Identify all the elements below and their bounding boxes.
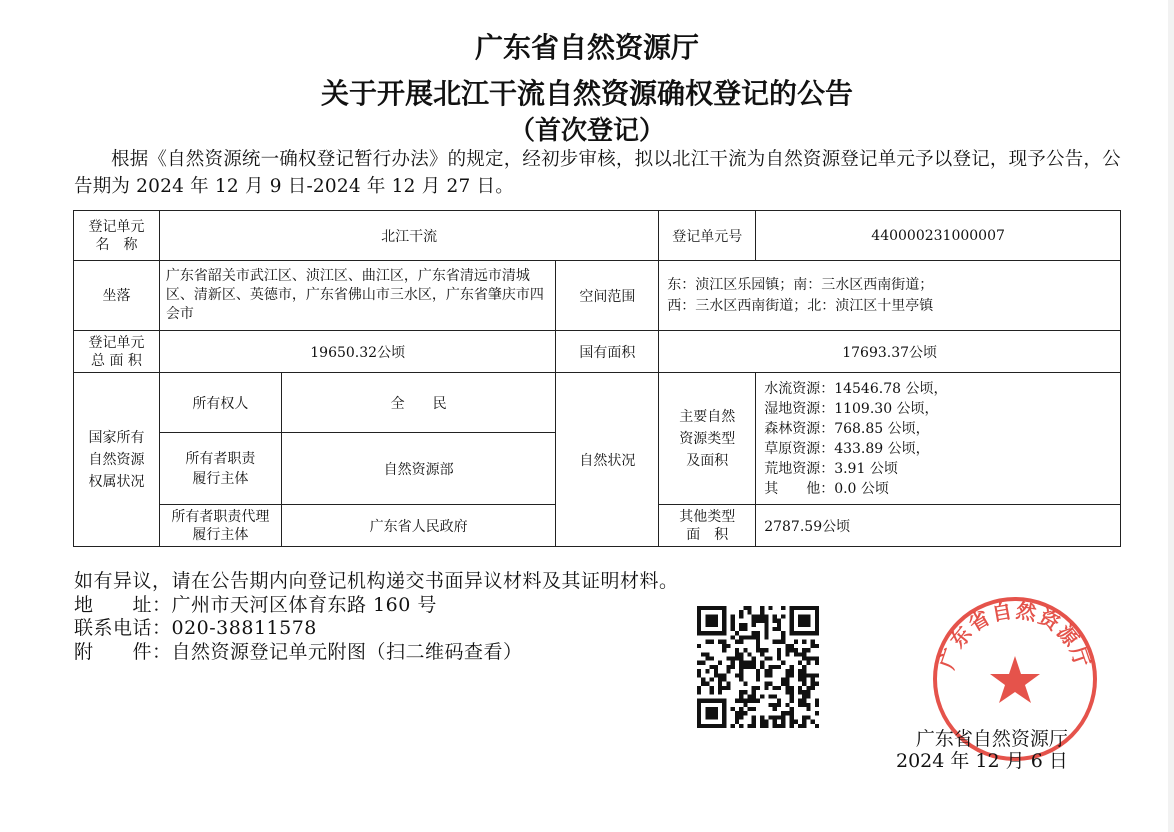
intro-paragraph: 根据《自然资源统一确权登记暂行办法》的规定，经初步审核，拟以北江干流为自然资源登记单元予以登记，现予公告，公告期为 2024 年 12 月 9 日-2024 年 12 月 27 日。 [74,149,1121,197]
space-range-line-1: 东：浈江区乐园镇；南：三水区西南街道； [667,276,934,293]
resource-water: 水流资源：14546.78 公顷， [764,380,948,397]
unit-name-label: 登记单元 名 称 [74,211,160,261]
resource-forest: 森林资源：768.85 公顷， [764,420,930,437]
doc-title-main: 关于开展北江干流自然资源确权登记的公告 [320,77,853,110]
footer-contact [74,570,679,664]
signature-date: 2024 年 12 月 6 日 [896,750,1068,772]
location-label: 坐落 [74,261,160,331]
other-types-label: 其他类型 面 积 [659,505,756,547]
agent-subject-label: 所有者职责代理 履行主体 [159,505,281,547]
resource-wasteland: 荒地资源：3.91 公顷 [764,460,898,477]
state-area-label: 国有面积 [556,331,659,373]
total-area-value: 19650.32公顷 [159,331,556,373]
phone-line: 联系电话：020-38811578 [74,617,317,639]
table-row [74,211,1121,261]
total-area-label: 登记单元 总 面 积 [74,331,160,373]
registration-table [73,210,1121,547]
signature-org: 广东省自然资源厅 [915,728,1068,750]
duty-subject-value: 自然资源部 [281,433,556,505]
location-value: 广东省韶关市武江区、浈江区、曲江区，广东省清远市清城区、清新区、英德市，广东省佛山市三水区，广东省肇庆市四会市 [159,261,556,331]
owner-label: 所有权人 [159,373,281,433]
signature-block [896,728,1068,772]
table-row [74,373,1121,433]
doc-title-sub: （首次登记） [508,116,665,146]
rights-status-label: 国家所有 自然资源 权属状况 [74,373,160,547]
resource-grassland: 草原资源：433.89 公顷， [764,440,930,457]
agent-subject-value: 广东省人民政府 [281,505,556,547]
space-range-line-2: 西：三水区西南街道；北：浈江区十里亭镇 [667,297,934,314]
table-row [74,331,1121,373]
page-edge [1168,0,1174,832]
resource-wetland: 湿地资源：1109.30 公顷， [764,400,939,417]
owner-value: 全 民 [281,373,556,433]
doc-title-issuer: 广东省自然资源厅 [474,31,699,64]
table-row [74,261,1121,331]
unit-no-label: 登记单元号 [659,211,756,261]
objection-notice: 如有异议，请在公告期内向登记机构递交书面异议材料及其证明材料。 [74,570,679,592]
resource-other: 其 他：0.0 公顷 [764,480,889,497]
address-line: 地 址：广州市天河区体育东路 160 号 [74,593,437,616]
main-types-label: 主要自然 资源类型 及面积 [659,373,756,505]
unit-no-value: 440000231000007 [756,211,1121,261]
nature-status-label: 自然状况 [556,373,659,547]
qr-code-icon[interactable] [697,606,819,728]
space-range-label: 空间范围 [556,261,659,331]
resource-list [756,373,1121,505]
other-types-value: 2787.59公顷 [756,505,1121,547]
attachment-line: 附 件：自然资源登记单元附图（扫二维码查看） [74,640,523,663]
state-area-value: 17693.37公顷 [659,331,1121,373]
duty-subject-label: 所有者职责 履行主体 [159,433,281,505]
svg-text:广东省自然资源厅: 广东省自然资源厅 [934,598,1096,672]
space-range-value [659,261,1121,331]
unit-name-value: 北江干流 [159,211,658,261]
